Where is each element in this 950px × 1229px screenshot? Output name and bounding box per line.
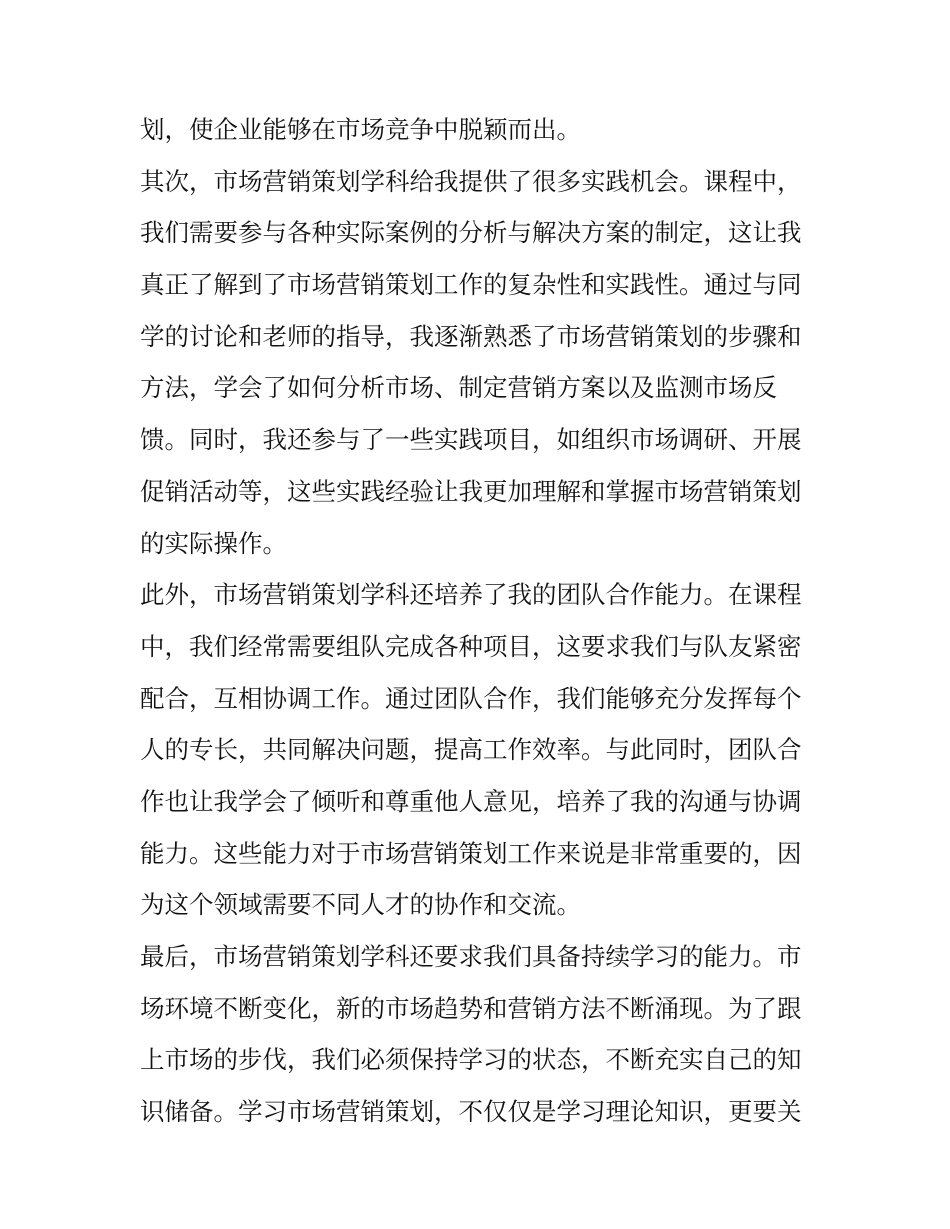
text-line: 场环境不断变化，新的市场趋势和营销方法不断涌现。为了跟 (140, 993, 802, 1023)
text-line: 的实际操作。 (140, 528, 287, 558)
text-line: 中，我们经常需要组队完成各种项目，这要求我们与队友紧密 (140, 631, 802, 661)
text-line: 我们需要参与各种实际案例的分析与解决方案的制定，这让我 (140, 218, 802, 248)
text-line: 学的讨论和老师的指导，我逐渐熟悉了市场营销策划的步骤和 (140, 321, 802, 351)
text-line: 划，使企业能够在市场竞争中脱颖而出。 (140, 115, 581, 144)
text-line: 上市场的步伐，我们必须保持学习的状态，不断充实自己的知 (140, 1045, 802, 1075)
text-line: 能力。这些能力对于市场营销策划工作来说是非常重要的，因 (140, 838, 802, 868)
text-line: 其次，市场营销策划学科给我提供了很多实践机会。课程中， (140, 166, 802, 196)
text-line: 作也让我学会了倾听和尊重他人意见，培养了我的沟通与协调 (140, 786, 802, 816)
text-line: 人的专长，共同解决问题，提高工作效率。与此同时，团队合 (140, 735, 802, 765)
text-line: 最后，市场营销策划学科还要求我们具备持续学习的能力。市 (140, 942, 802, 971)
text-line: 为这个领域需要不同人才的协作和交流。 (140, 890, 581, 920)
text-line: 方法，学会了如何分析市场、制定营销方案以及监测市场反 (140, 373, 777, 403)
text-line: 真正了解到了市场营销策划工作的复杂性和实践性。通过与同 (140, 270, 802, 300)
body-text (140, 104, 820, 1138)
text-line: 配合，互相协调工作。通过团队合作，我们能够充分发挥每个 (140, 683, 802, 713)
text-line: 促销活动等，这些实践经验让我更加理解和掌握市场营销策划 (140, 476, 802, 506)
text-line: 此外，市场营销策划学科还培养了我的团队合作能力。在课程 (140, 580, 802, 610)
text-line: 馈。同时，我还参与了一些实践项目，如组织市场调研、开展 (140, 425, 802, 455)
text-line: 识储备。学习市场营销策划，不仅仅是学习理论知识，更要关 (140, 1097, 802, 1127)
